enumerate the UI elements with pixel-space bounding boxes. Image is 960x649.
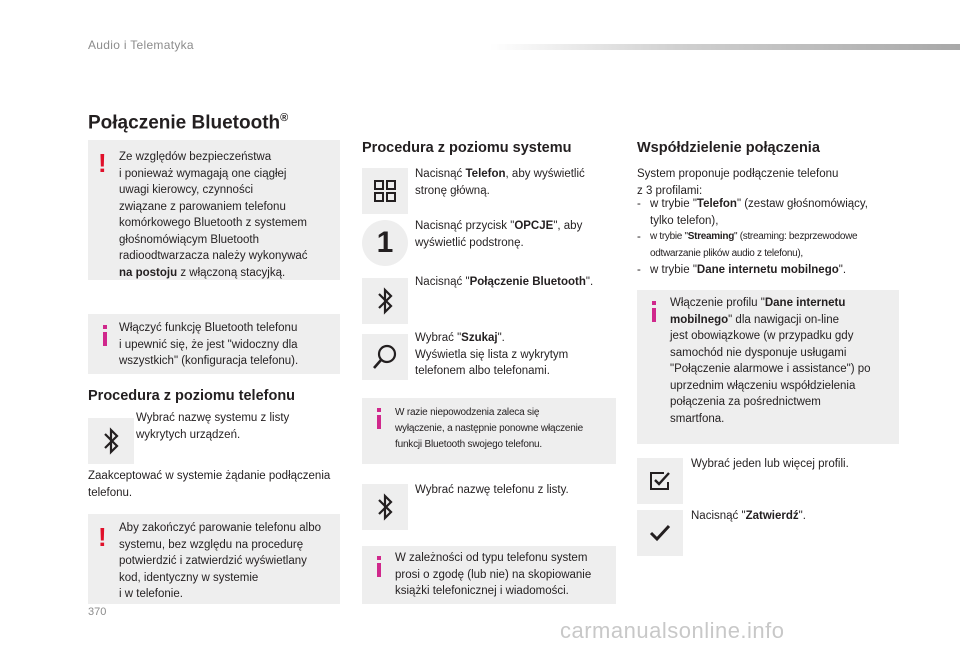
section-title-phone: Procedura z poziomu telefonu bbox=[88, 388, 296, 404]
system-step-bluetooth: Nacisnąć "Połączenie Bluetooth". bbox=[415, 276, 594, 288]
info-box-sync: W zależności od typu telefonu system prosi o zgodę (lub nie) na skopiowanie książki telefonicznej i wiadomości. bbox=[362, 546, 616, 604]
select-profiles-text: Wybrać jeden lub więcej profili. bbox=[691, 458, 849, 470]
check-icon-box bbox=[637, 510, 683, 556]
bluetooth-icon bbox=[102, 426, 120, 456]
grid-icon bbox=[373, 179, 397, 203]
list-item: - w trybie "Dane internetu mobilnego". bbox=[637, 264, 847, 276]
header-bar bbox=[490, 44, 960, 50]
bluetooth-icon bbox=[376, 286, 394, 316]
confirm-text: Nacisnąć "Zatwierdź". bbox=[691, 510, 806, 522]
info-box-failure: W razie niepowodzenia zaleca się wyłączenie, a następnie ponowne włączenie funkcji Bluetooth swojego telefonu. bbox=[362, 398, 616, 464]
check-icon bbox=[649, 524, 671, 542]
list-item: - w trybie "Telefon" (zestaw głośnomówiący, tylko telefon), bbox=[637, 198, 869, 227]
bluetooth-icon-box bbox=[88, 418, 134, 464]
bluetooth-icon bbox=[376, 492, 394, 522]
search-icon-box bbox=[362, 334, 408, 380]
bluetooth-icon-box bbox=[362, 484, 408, 530]
system-step-select-phone: Wybrać nazwę telefonu z listy. bbox=[415, 484, 569, 496]
warning-box-code: ! Aby zakończyć parowanie telefonu albo systemu, bez względu na procedurę potwierdzić i zatwierdzić wyświetlany kod, identyczny w systemie i w telefonie. bbox=[88, 514, 340, 604]
warning-box-safety: ! Ze względów bezpieczeństwa i ponieważ wymagają one ciągłej uwagi kierowcy, czynności związane z parowaniem telefonu komórkowego Bluetooth z systemem głośnomówiącym Bluetooth radioodtwarzacza należy wykonywać na postoju z włączoną stacyjką. bbox=[88, 140, 340, 280]
info-icon bbox=[652, 301, 656, 305]
grid-icon-box bbox=[362, 168, 408, 214]
watermark: carmanualsonline.info bbox=[560, 618, 785, 643]
section-title-system: Procedura z poziomu systemu bbox=[362, 140, 572, 156]
checklist-icon bbox=[648, 470, 672, 492]
info-icon bbox=[377, 408, 381, 412]
section-title-sharing: Współdzielenie połączenia bbox=[637, 140, 820, 156]
header-section-label: Audio i Telematyka bbox=[88, 38, 194, 52]
info-icon bbox=[377, 556, 381, 560]
sharing-intro: System proponuje podłączenie telefonu z 3 profilami: bbox=[637, 168, 839, 197]
warning-icon: ! bbox=[98, 148, 107, 178]
system-step-options: Nacisnąć przycisk "OPCJE", aby wyświetlić podstronę. bbox=[415, 220, 583, 249]
page-number: 370 bbox=[88, 606, 107, 618]
step-number-badge: 1 bbox=[362, 220, 408, 266]
checklist-icon-box bbox=[637, 458, 683, 504]
info-box-enable-bluetooth: Włączyć funkcję Bluetooth telefonu i upewnić się, że jest "widoczny dla wszystkich" (konfiguracja telefonu). bbox=[88, 314, 340, 374]
page-title: Połączenie Bluetooth® bbox=[88, 112, 289, 134]
search-icon bbox=[371, 343, 399, 371]
phone-step-select: Wybrać nazwę systemu z listy wykrytych urządzeń. bbox=[136, 412, 290, 441]
accept-request-text: Zaakceptować w systemie żądanie podłączenia telefonu. bbox=[88, 470, 331, 499]
bluetooth-icon-box bbox=[362, 278, 408, 324]
info-box-profile: Włączenie profilu "Dane internetu mobilnego" dla nawigacji on-line jest obowiązkowe (w przypadku gdy samochód nie dysponuje usługami "Połączenie alarmowe i assistance") po uprzednim włączeniu współdzielenia połączenia za pośrednictwem smartfona. bbox=[637, 290, 899, 444]
system-step-phone: Nacisnąć Telefon, aby wyświetlić stronę główną. bbox=[415, 168, 585, 197]
list-item: - w trybie "Streaming" (streaming: bezprzewodowe odtwarzanie plików audio z telefonu), bbox=[637, 231, 858, 259]
profile-list bbox=[637, 196, 899, 279]
warning-icon: ! bbox=[98, 522, 107, 552]
info-icon bbox=[103, 325, 107, 329]
system-step-search: Wybrać "Szukaj". Wyświetla się lista z wykrytym telefonem albo telefonami. bbox=[415, 332, 569, 377]
